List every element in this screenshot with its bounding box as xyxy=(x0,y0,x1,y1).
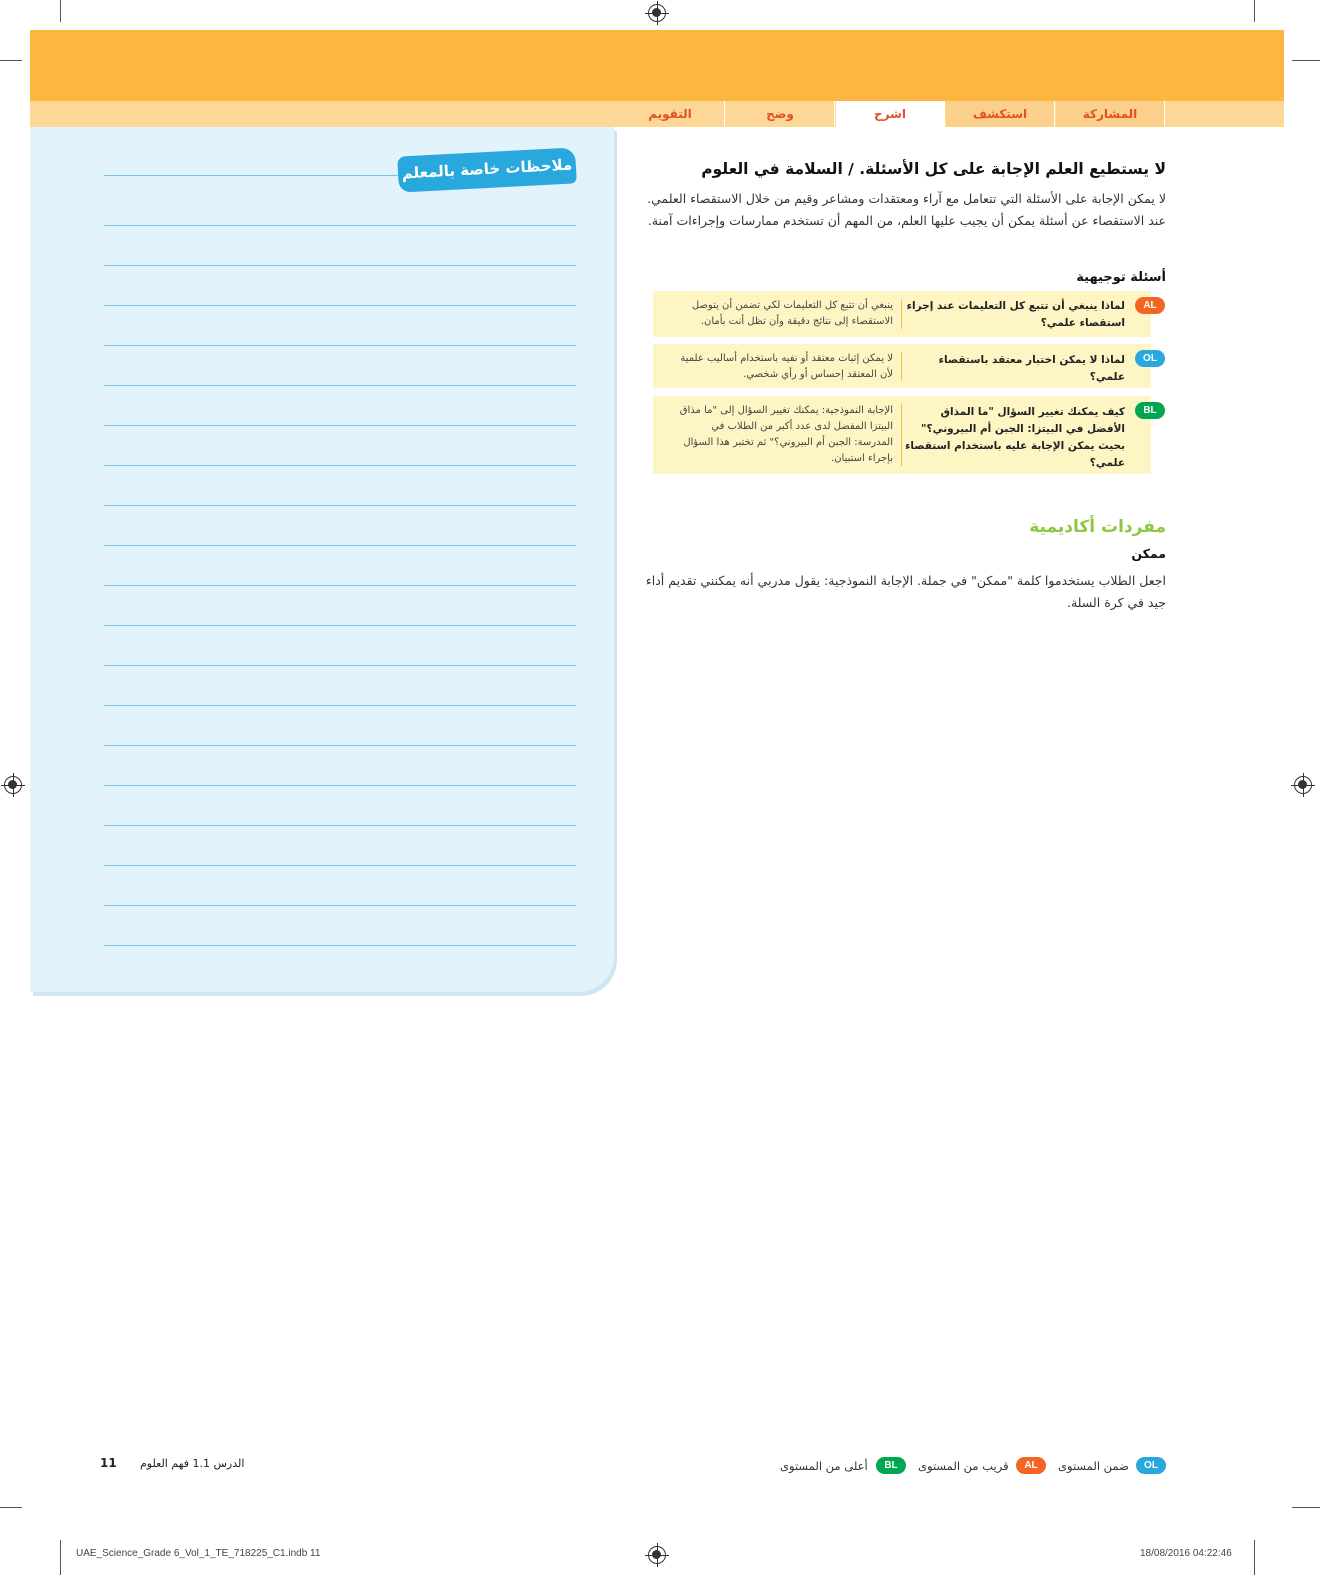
answer-text: الإجابة النموذجية: يمكنك تغيير السؤال إلى "ما مذاق البيتزا المفضل لدى عدد أكبر من الطلاب في المدرسة: الجبن أم البيروني؟" ثم تختبر هذا السؤال بإجراء استبيان. xyxy=(679,405,893,464)
note-line xyxy=(104,225,576,226)
note-line xyxy=(104,505,576,506)
note-line xyxy=(104,865,576,866)
note-line xyxy=(104,265,576,266)
tab-explain[interactable]: اشرح xyxy=(836,101,945,127)
crop-mark xyxy=(60,0,61,22)
print-timestamp: 18/08/2016 04:22:46 xyxy=(1140,1548,1232,1559)
question-text: كيف يمكنك تغيير السؤال "ما المذاق الأفضل في البيتزا: الجبن أم البيروني؟" بحيث يمكن الإجابة عليه باستخدام استقصاء علمي؟ xyxy=(905,406,1125,469)
question-text: لماذا لا يمكن اختبار معتقد باستقصاء علمي؟ xyxy=(938,354,1125,383)
note-line xyxy=(104,425,576,426)
note-line xyxy=(104,665,576,666)
crop-mark xyxy=(1254,1540,1255,1575)
crop-mark xyxy=(0,1507,22,1508)
note-line xyxy=(104,905,576,906)
note-line xyxy=(104,945,576,946)
legend-badge-bl: BL xyxy=(876,1457,906,1474)
registration-mark-icon xyxy=(648,4,666,22)
registration-mark-icon xyxy=(648,1546,666,1564)
tab-elaborate[interactable]: وضح xyxy=(726,101,835,127)
crop-mark xyxy=(60,1540,61,1575)
print-slug: UAE_Science_Grade 6_Vol_1_TE_718225_C1.indb 11 xyxy=(76,1548,321,1559)
crop-mark xyxy=(1254,0,1255,22)
divider xyxy=(901,299,902,329)
question-row xyxy=(653,291,1151,337)
vocab-heading: مفردات أكاديمية xyxy=(1029,517,1166,537)
answer-text: ينبغي أن تتبع كل التعليمات لكي تضمن أن يتوصل الاستقصاء إلى نتائج دقيقة وأن تظل أنت بأمان. xyxy=(691,300,893,327)
note-line xyxy=(104,385,576,386)
guided-questions-heading: أسئلة توجيهية xyxy=(1076,270,1166,285)
notes-title: ملاحظات خاصة بالمعلم xyxy=(397,147,577,192)
crop-mark xyxy=(1292,60,1320,61)
teacher-notes-panel xyxy=(30,127,614,992)
level-legend xyxy=(760,1457,1170,1477)
crop-mark xyxy=(1292,1507,1320,1508)
divider xyxy=(901,352,902,380)
divider xyxy=(901,404,902,466)
section-body: لا يمكن الإجابة على الأسئلة التي تتعامل مع آراء ومعتقدات ومشاعر وقيم من خلال الاستقصاء العلمي. عند الاستقصاء عن أسئلة يمكن أن يجيب عليها العلم، من المهم أن تستخدم ممارسات وإجراءات آمنة. xyxy=(647,191,1166,228)
vocab-body: اجعل الطلاب يستخدموا كلمة "ممكن" في جملة. الإجابة النموذجية: يقول مدربي أنه يمكنني تقديم أداء جيد في كرة السلة. xyxy=(645,573,1166,610)
registration-mark-icon xyxy=(4,776,22,794)
note-line xyxy=(104,785,576,786)
level-badge-ol: OL xyxy=(1135,350,1165,367)
question-text: لماذا ينبغي أن تتبع كل التعليمات عند إجراء استقصاء علمي؟ xyxy=(906,300,1125,329)
note-line xyxy=(104,305,576,306)
crop-mark xyxy=(0,60,22,61)
note-line xyxy=(104,625,576,626)
note-line xyxy=(104,585,576,586)
legend-badge-al: AL xyxy=(1016,1457,1046,1474)
note-line xyxy=(104,345,576,346)
question-row xyxy=(653,396,1151,474)
section-title: لا يستطيع العلم الإجابة على كل الأسئلة. / السلامة في العلوم xyxy=(701,160,1166,178)
legend-label: قريب من المستوى xyxy=(918,1459,1009,1473)
legend-label: أعلى من المستوى xyxy=(780,1459,868,1473)
legend-label: ضمن المستوى xyxy=(1058,1459,1129,1473)
note-line xyxy=(104,745,576,746)
answer-text: لا يمكن إثبات معتقد أو نفيه باستخدام أساليب علمية لأن المعتقد إحساس أو رأي شخصي. xyxy=(680,353,893,380)
note-line xyxy=(104,825,576,826)
note-line xyxy=(104,545,576,546)
lesson-label: الدرس 1.1 فهم العلوم xyxy=(140,1457,245,1470)
page-number: 11 xyxy=(100,1456,117,1470)
level-badge-al: AL xyxy=(1135,297,1165,314)
note-line xyxy=(104,465,576,466)
tab-explore[interactable]: استكشف xyxy=(946,101,1055,127)
tab-engage[interactable]: المشاركة xyxy=(1056,101,1165,127)
legend-badge-ol: OL xyxy=(1136,1457,1166,1474)
note-line xyxy=(104,705,576,706)
vocab-word: ممكن xyxy=(1131,546,1166,561)
header-band xyxy=(30,30,1284,101)
question-row xyxy=(653,344,1151,388)
tab-evaluate[interactable]: التقويم xyxy=(616,101,725,127)
registration-mark-icon xyxy=(1294,776,1312,794)
level-badge-bl: BL xyxy=(1135,402,1165,419)
